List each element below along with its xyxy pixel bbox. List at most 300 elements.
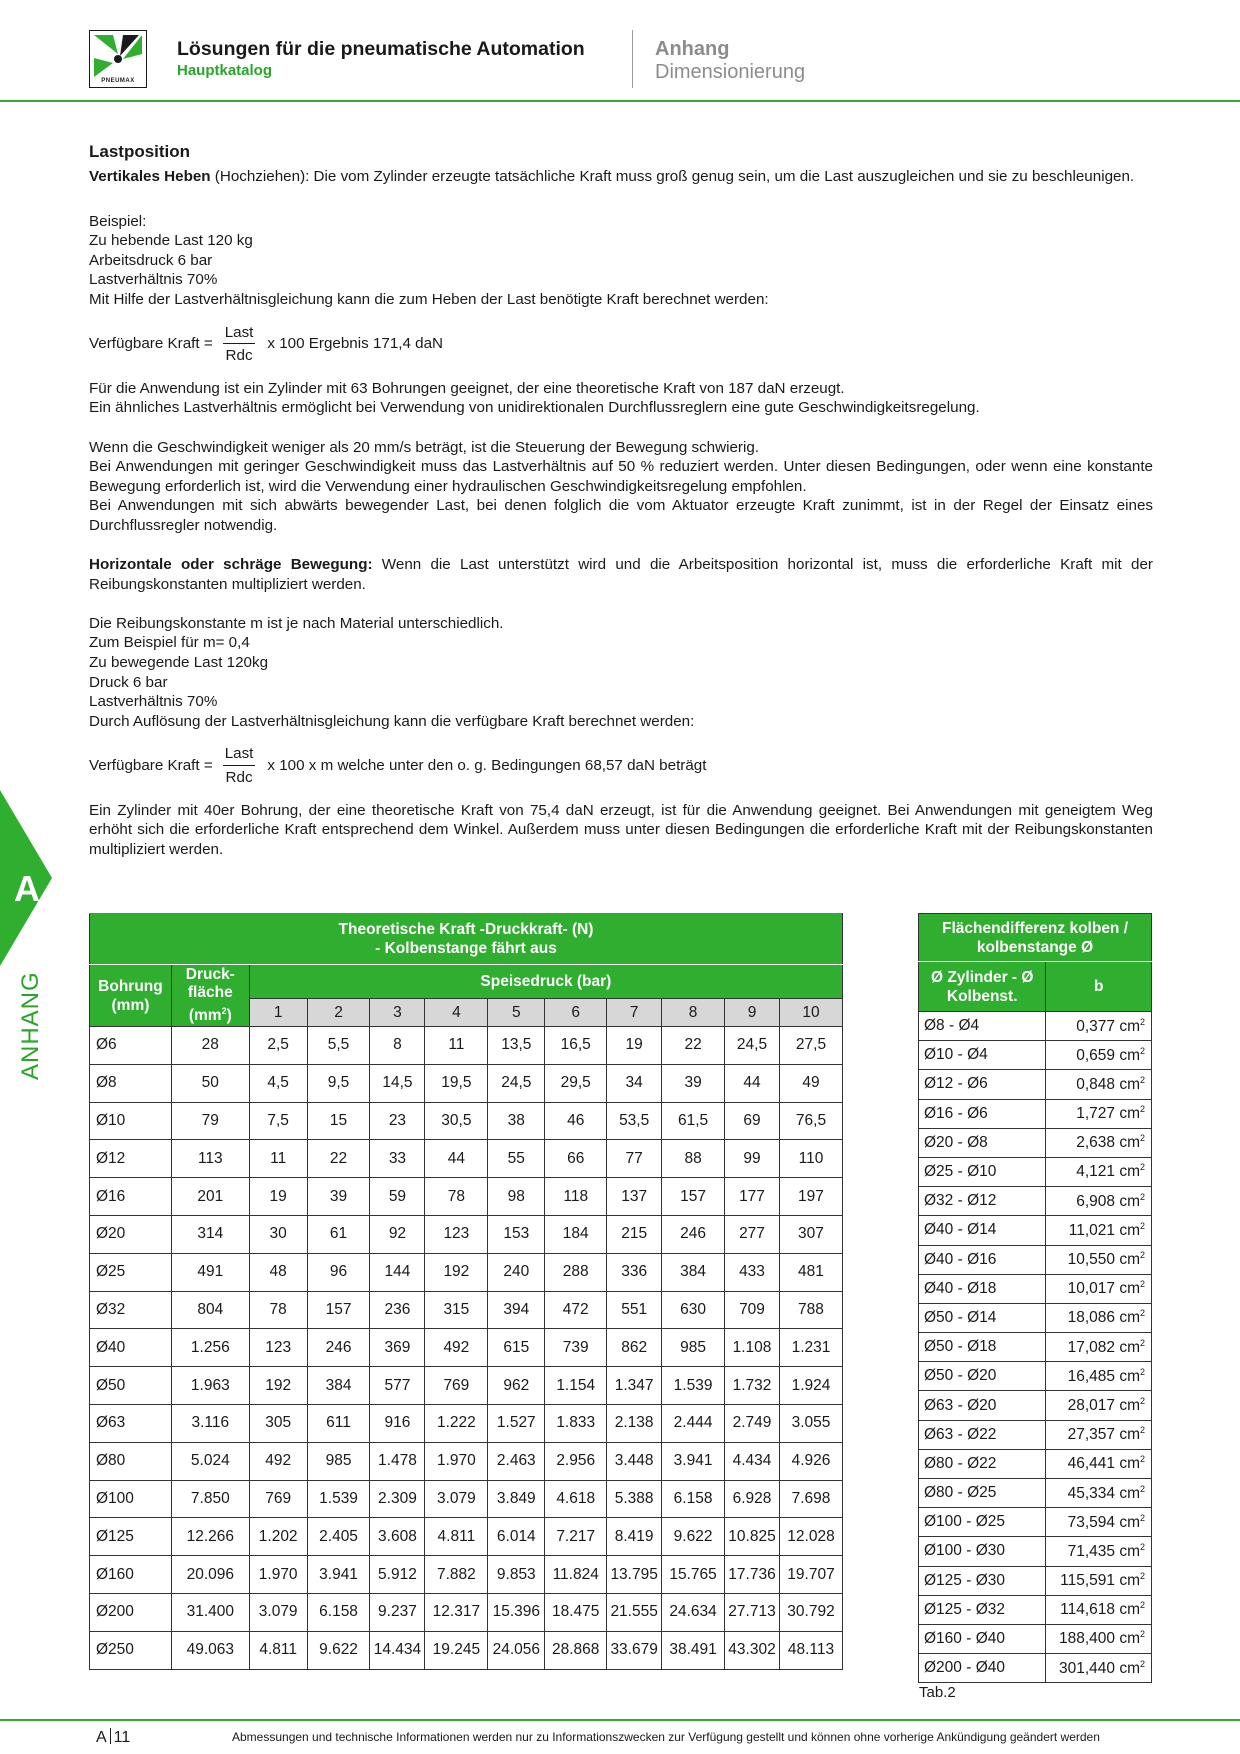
force-cell: 11 [425,1027,488,1065]
pressure-value: 4 [425,999,488,1027]
force-cell: 9.622 [307,1631,370,1669]
b-value-cell [1046,1245,1152,1274]
force-cell: 1.539 [307,1480,370,1518]
force-cell: 44 [725,1064,780,1102]
title-line: Flächendifferenz kolben / [941,919,1129,937]
b-value-cell [1046,1362,1152,1391]
unit-superscript: 2 [1139,1512,1145,1523]
area-cell: 50 [171,1064,249,1102]
area-cell: 314 [171,1215,249,1253]
force-cell: 66 [545,1140,607,1178]
table-row [919,1128,1152,1157]
force-cell: 17.736 [725,1556,780,1594]
footer-disclaimer: Abmessungen und technische Informationen werden nur zu Informationszwecken zur Verfügung gestellt und können ohne vorherige Ankündigung geändert werden [232,1730,1100,1744]
cylinder-rod-cell: Ø8 - Ø4 [919,1012,1046,1041]
force-cell: 11 [249,1140,307,1178]
force-cell: 28.868 [545,1631,607,1669]
b-value-cell [1046,1333,1152,1362]
cylinder-rod-cell: Ø12 - Ø6 [919,1070,1046,1099]
force-cell: 46 [545,1102,607,1140]
unit: cm [1119,1076,1140,1094]
force-cell: 10.825 [725,1518,780,1556]
unit: cm [1119,1455,1140,1473]
force-cell: 144 [370,1253,425,1291]
force-cell: 4.618 [545,1480,607,1518]
force-cell: 472 [545,1291,607,1329]
force-cell: 6.014 [488,1518,545,1556]
force-cell: 3.079 [425,1480,488,1518]
unit-superscript: 2 [1139,1629,1145,1640]
b-value: 115,591 [1060,1572,1115,1590]
formula-fraction [223,744,256,787]
title-line: Theoretische Kraft -Druckkraft- (N) [338,921,594,938]
b-value-cell [1046,1187,1152,1216]
b-value: 16,485 [1067,1367,1115,1385]
table-row [90,1102,843,1140]
force-cell: 336 [607,1253,662,1291]
area-table-body [919,1012,1152,1683]
force-cell: 14,5 [370,1064,425,1102]
area-cell: 7.850 [171,1480,249,1518]
force-cell: 16,5 [545,1027,607,1065]
bore-cell: Ø40 [90,1329,172,1367]
force-cell: 78 [425,1178,488,1216]
cylinder-rod-cell: Ø16 - Ø6 [919,1099,1046,1128]
table-row [919,1333,1152,1362]
bore-cell: Ø32 [90,1291,172,1329]
table-row [919,1245,1152,1274]
force-cell: 384 [662,1253,725,1291]
unit-superscript: 2 [1139,1162,1145,1173]
force-cell: 246 [662,1215,725,1253]
bore-cell: Ø80 [90,1442,172,1480]
catalog-subtitle: Hauptkatalog [177,62,273,79]
pressure-value: 6 [545,999,607,1027]
area-cell: 31.400 [171,1593,249,1631]
table-row [919,1187,1152,1216]
force-cell: 23 [370,1102,425,1140]
example-1 [89,212,1153,310]
example-line: Mit Hilfe der Lastverhältnisgleichung kann die zum Heben der Last benötigte Kraft berechnet werden: [89,290,769,308]
force-cell: 862 [607,1329,662,1367]
force-cell: 1.222 [425,1404,488,1442]
b-value: 114,618 [1060,1601,1115,1619]
header-line: Druck- [185,965,235,983]
example-line: Zu bewegende Last 120kg [89,654,269,672]
force-cell: 33 [370,1140,425,1178]
force-cell: 288 [545,1253,607,1291]
unit-superscript: 2 [1139,1366,1145,1377]
force-cell: 61,5 [662,1102,725,1140]
bore-cell: Ø8 [90,1064,172,1102]
b-value-cell [1046,1624,1152,1653]
b-value: 18,086 [1067,1309,1115,1327]
force-cell: 13,5 [488,1027,545,1065]
logo-text: PNEUMAX [101,78,135,84]
force-cell: 9.622 [662,1518,725,1556]
table-row [90,1215,843,1253]
table-row [919,1041,1152,1070]
b-value-cell [1046,1041,1152,1070]
force-cell: 14.434 [370,1631,425,1669]
table-row [919,1362,1152,1391]
cylinder-rod-cell: Ø200 - Ø40 [919,1654,1046,1683]
force-cell: 315 [425,1291,488,1329]
b-value: 0,848 [1076,1076,1115,1094]
force-cell: 5,5 [307,1027,370,1065]
force-cell: 492 [249,1442,307,1480]
area-cell: 804 [171,1291,249,1329]
force-cell: 277 [725,1215,780,1253]
area-cell: 1.963 [171,1367,249,1405]
pressure-value: 7 [607,999,662,1027]
table-row [90,1253,843,1291]
unit: cm [1119,1630,1140,1648]
table-row [90,1064,843,1102]
unit: cm [1119,1017,1140,1035]
title-line: kolbenstange Ø [976,938,1094,956]
force-cell: 8.419 [607,1518,662,1556]
force-cell: 1.154 [545,1367,607,1405]
force-cell: 1.924 [779,1367,842,1405]
bore-cell: Ø63 [90,1404,172,1442]
bore-cell: Ø100 [90,1480,172,1518]
b-value-cell [1046,1595,1152,1624]
force-cell: 98 [488,1178,545,1216]
table-row [90,1367,843,1405]
force-cell: 5.388 [607,1480,662,1518]
table-row [90,1593,843,1631]
paragraph-low-speed: Bei Anwendungen mit geringer Geschwindigkeit muss das Lastverhältnis auf 50 % reduziert werden. Unter diesen Bedingungen, oder wenn eine konstante Bewegung erforderlich ist, wird die Verwendung einer hydraulischen Geschwindigkeitsregelung empfohlen. [89,458,1153,495]
force-cell: 739 [545,1329,607,1367]
force-cell: 916 [370,1404,425,1442]
table-row [919,1303,1152,1332]
b-value-cell [1046,1303,1152,1332]
force-cell: 27,5 [779,1027,842,1065]
force-cell: 369 [370,1329,425,1367]
section-title: Anhang [655,38,730,60]
cylinder-rod-cell: Ø40 - Ø18 [919,1274,1046,1303]
column-header-cylinder-rod [919,962,1046,1012]
formula-horizontal [89,744,1153,787]
table-row [90,1442,843,1480]
cylinder-rod-cell: Ø40 - Ø16 [919,1245,1046,1274]
fraction-denominator: Rdc [225,347,253,365]
section-tab-letter: A [14,868,40,909]
b-value-cell [1046,1157,1152,1186]
force-cell: 3.055 [779,1404,842,1442]
section-tab-word: ANHANG [17,971,44,1080]
header-line: (mm) [111,996,150,1014]
force-cell: 184 [545,1215,607,1253]
force-cell: 38 [488,1102,545,1140]
example-line: Zum Beispiel für m= 0,4 [89,634,250,652]
b-value: 45,334 [1067,1484,1115,1502]
example-line: Druck 6 bar [89,673,168,691]
unit-superscript: 2 [1139,1425,1145,1436]
unit-superscript: 2 [1139,1337,1145,1348]
force-cell: 7,5 [249,1102,307,1140]
force-cell: 24,5 [488,1064,545,1102]
force-cell: 123 [425,1215,488,1253]
bore-cell: Ø16 [90,1178,172,1216]
unit: cm [1119,1572,1140,1590]
force-cell: 157 [307,1291,370,1329]
force-cell: 551 [607,1291,662,1329]
area-cell: 3.116 [171,1404,249,1442]
force-cell: 394 [488,1291,545,1329]
pressure-value: 9 [725,999,780,1027]
table-row [919,1012,1152,1041]
unit-superscript: 2 [1139,1250,1145,1261]
b-value: 27,357 [1067,1426,1115,1444]
table-row [919,1070,1152,1099]
force-cell: 985 [307,1442,370,1480]
force-cell: 15.765 [662,1556,725,1594]
force-cell: 3.849 [488,1480,545,1518]
pressure-value: 2 [307,999,370,1027]
force-cell: 30.792 [779,1593,842,1631]
b-value-cell [1046,1391,1152,1420]
b-value-cell [1046,1070,1152,1099]
unit-superscript: 2 [1139,1483,1145,1494]
unit: cm [1119,1367,1140,1385]
column-header-b: b [1046,962,1152,1012]
area-cell: 5.024 [171,1442,249,1480]
force-cell: 433 [725,1253,780,1291]
force-cell: 788 [779,1291,842,1329]
unit: cm [1119,1309,1140,1327]
formula-label: Verfügbare Kraft = [89,335,213,353]
body-text [89,142,1153,859]
force-cell: 192 [249,1367,307,1405]
force-cell: 769 [425,1367,488,1405]
force-cell: 39 [307,1178,370,1216]
force-cell: 118 [545,1178,607,1216]
area-cell: 28 [171,1027,249,1065]
force-cell: 21.555 [607,1593,662,1631]
unit-superscript: 2 [1139,1541,1145,1552]
force-cell: 6.158 [307,1593,370,1631]
force-cell: 1.202 [249,1518,307,1556]
example-line: Lastverhältnis 70% [89,271,218,289]
formula-label: Verfügbare Kraft = [89,757,213,775]
paragraph-downward-load: Bei Anwendungen mit sich abwärts bewegender Last, bei denen folglich die vom Aktuator erzeugte Kraft zunimmt, ist in der Regel der Einsatz eines Durchflussregler notwendig. [89,497,1153,534]
page-divider [110,1728,111,1744]
b-value-cell [1046,1479,1152,1508]
area-table-title [919,914,1152,962]
cylinder-rod-cell: Ø50 - Ø18 [919,1333,1046,1362]
header-text: ) [226,1007,232,1025]
unit: cm [1119,1192,1140,1210]
force-cell: 96 [307,1253,370,1291]
force-cell: 19 [249,1178,307,1216]
unit-superscript: 2 [1139,1571,1145,1582]
unit-superscript: 2 [1139,1104,1145,1115]
unit-superscript: 2 [1139,1279,1145,1290]
force-cell: 4.811 [425,1518,488,1556]
force-cell: 1.732 [725,1367,780,1405]
force-cell: 7.698 [779,1480,842,1518]
bore-cell: Ø250 [90,1631,172,1669]
force-cell: 2.749 [725,1404,780,1442]
force-cell: 6.928 [725,1480,780,1518]
cylinder-rod-cell: Ø80 - Ø22 [919,1449,1046,1478]
header-line: Kolbenst. [946,987,1018,1005]
b-value-cell [1046,1274,1152,1303]
force-cell: 3.941 [662,1442,725,1480]
unit-superscript: 2 [1139,1658,1145,1669]
force-cell: 49 [779,1064,842,1102]
force-cell: 19.245 [425,1631,488,1669]
unit-superscript: 2 [1139,1454,1145,1465]
table-row [919,1157,1152,1186]
b-value: 10,017 [1067,1280,1115,1298]
page-num: 11 [113,1729,131,1746]
force-cell: 307 [779,1215,842,1253]
force-cell: 12.317 [425,1593,488,1631]
force-cell: 3.448 [607,1442,662,1480]
paragraph-text: (Hochziehen): Die vom Zylinder erzeugte tatsächliche Kraft muss groß genug sein, um die Last auszugleichen und sie zu beschleunigen. [210,167,1135,185]
force-cell: 1.108 [725,1329,780,1367]
force-cell: 709 [725,1291,780,1329]
example-line: Die Reibungskonstante m ist je nach Material unterschiedlich. [89,614,504,632]
table-row [90,1329,843,1367]
unit: cm [1119,1163,1140,1181]
paragraph-vertical-lift [89,164,1153,189]
force-cell: 34 [607,1064,662,1102]
force-cell: 577 [370,1367,425,1405]
force-cell: 137 [607,1178,662,1216]
pressure-value: 10 [779,999,842,1027]
force-cell: 2.405 [307,1518,370,1556]
cylinder-rod-cell: Ø20 - Ø8 [919,1128,1046,1157]
example-line: Beispiel: [89,212,147,230]
table-row [90,1631,843,1669]
unit: cm [1119,1105,1140,1123]
unit-superscript: 2 [1139,1045,1145,1056]
b-value: 4,121 [1076,1163,1115,1181]
header-divider [632,30,633,88]
bore-cell: Ø125 [90,1518,172,1556]
table-row [90,1140,843,1178]
b-value: 301,440 [1058,1659,1115,1677]
pressure-value: 5 [488,999,545,1027]
force-cell: 962 [488,1367,545,1405]
table-row [919,1479,1152,1508]
force-cell: 4.434 [725,1442,780,1480]
cylinder-rod-cell: Ø160 - Ø40 [919,1624,1046,1653]
force-cell: 9.853 [488,1556,545,1594]
force-cell: 6.158 [662,1480,725,1518]
force-cell: 769 [249,1480,307,1518]
force-cell: 7.217 [545,1518,607,1556]
force-cell: 29,5 [545,1064,607,1102]
force-cell: 4.811 [249,1631,307,1669]
pressure-value: 3 [370,999,425,1027]
force-cell: 4.926 [779,1442,842,1480]
header-rule [0,100,1240,102]
table-row [919,1099,1152,1128]
table-row [90,1178,843,1216]
fraction-denominator: Rdc [225,769,253,787]
cylinder-rod-cell: Ø63 - Ø22 [919,1420,1046,1449]
b-value: 11,021 [1068,1221,1115,1239]
paragraph-line: Für die Anwendung ist ein Zylinder mit 63 Bohrungen geeignet, der eine theoretische Kraft von 187 daN erzeugt. [89,379,845,397]
table-row [919,1508,1152,1537]
cylinder-rod-cell: Ø25 - Ø10 [919,1157,1046,1186]
fraction-numerator: Last [223,744,256,766]
b-value: 46,441 [1067,1455,1115,1473]
force-cell: 1.970 [425,1442,488,1480]
unit-superscript: 2 [1139,1600,1145,1611]
force-cell: 5.912 [370,1556,425,1594]
b-value: 188,400 [1058,1630,1115,1648]
b-value: 10,550 [1067,1251,1115,1269]
page-number [96,1728,130,1747]
b-value: 73,594 [1067,1513,1115,1531]
cylinder-rod-cell: Ø32 - Ø12 [919,1187,1046,1216]
header-line: Bohrung [98,977,163,995]
force-cell: 76,5 [779,1102,842,1140]
table-row [90,1480,843,1518]
force-cell: 246 [307,1329,370,1367]
unit-superscript: 2 [1139,1308,1145,1319]
table-row [919,1449,1152,1478]
b-value: 6,908 [1076,1192,1115,1210]
force-cell: 2.956 [545,1442,607,1480]
force-cell: 215 [607,1215,662,1253]
unit: cm [1119,1543,1140,1561]
force-cell: 53,5 [607,1102,662,1140]
force-cell: 12.028 [779,1518,842,1556]
paragraph-line: Wenn die Geschwindigkeit weniger als 20 mm/s beträgt, ist die Steuerung der Bewegung schwierig. [89,438,760,456]
force-cell: 38.491 [662,1631,725,1669]
table-row [919,1391,1152,1420]
force-cell: 615 [488,1329,545,1367]
force-cell: 153 [488,1215,545,1253]
force-cell: 481 [779,1253,842,1291]
force-cell: 177 [725,1178,780,1216]
force-cell: 3.079 [249,1593,307,1631]
b-value: 71,435 [1067,1543,1115,1561]
force-cell: 1.347 [607,1367,662,1405]
force-cell: 30 [249,1215,307,1253]
force-cell: 15.396 [488,1593,545,1631]
force-cell: 1.970 [249,1556,307,1594]
footer-rule [0,1719,1240,1721]
bore-cell: Ø50 [90,1367,172,1405]
unit: cm [1119,1484,1140,1502]
cylinder-rod-cell: Ø100 - Ø25 [919,1508,1046,1537]
paragraph-text: Wenn die Last unterstützt wird und die Arbeitsposition horizontal ist, muss die erforderliche Kraft mit der Reibungskonstanten multipliziert werden. [89,556,1153,593]
unit: cm [1119,1338,1140,1356]
page-letter: A [96,1729,107,1746]
bore-cell: Ø25 [90,1253,172,1291]
table-row [919,1624,1152,1653]
cylinder-rod-cell: Ø63 - Ø20 [919,1391,1046,1420]
example-line: Zu hebende Last 120 kg [89,232,253,250]
unit-superscript: 2 [1139,1395,1145,1406]
unit-superscript: 2 [1139,1220,1145,1231]
paragraph-horizontal-motion [89,555,1153,594]
b-value-cell [1046,1420,1152,1449]
example-line: Lastverhältnis 70% [89,693,218,711]
unit: cm [1119,1134,1140,1152]
force-cell: 240 [488,1253,545,1291]
b-value-cell [1046,1654,1152,1683]
force-cell: 9,5 [307,1064,370,1102]
